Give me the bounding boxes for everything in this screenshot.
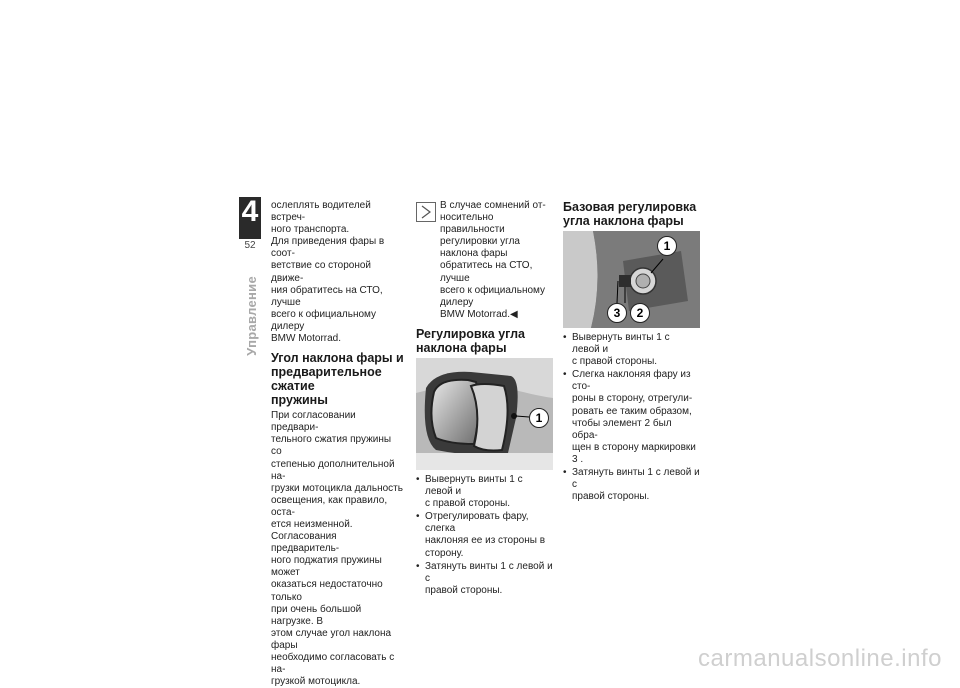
adjust-steps (416, 474, 553, 597)
basic-adjust-steps (563, 332, 700, 503)
adjust-screw-photo (563, 231, 700, 328)
column-1 (271, 200, 404, 688)
callout-2: 2 (630, 303, 650, 323)
list-item: • Затянуть винты 1 с левой и с правой стороны. (416, 561, 553, 597)
chapter-number: 4 (241, 195, 259, 228)
chapter-tab (239, 197, 261, 239)
callout-1: 1 (657, 236, 677, 256)
watermark: carmanualsonline.info (698, 645, 942, 672)
list-item: • Отрегулировать фару, слегка наклоняя ее из стороны в сторону. (416, 511, 553, 559)
note-text: В случае сомнений от- носительно правильности регулировки угла наклона фары обратитесь на СТО, лучше всего к официальному дилеру BMW Motorrad.◀ (440, 200, 546, 320)
list-item: • Затянуть винты 1 с левой и с правой стороны. (563, 467, 700, 503)
section-label: Управление (244, 276, 259, 356)
callout-3: 3 (607, 303, 627, 323)
heading-headlight-adjust: Регулировка угла наклона фары (416, 326, 525, 355)
note-block (416, 200, 553, 321)
list-item: • Вывернуть винты 1 с левой и с правой стороны. (563, 332, 700, 368)
column-3 (563, 200, 700, 504)
note-triangle-icon (416, 202, 436, 222)
list-item: • Вывернуть винты 1 с левой и с правой стороны. (416, 474, 553, 510)
heading-basic-adjust: Базовая регулировка угла наклона фары (563, 200, 697, 228)
body-text: При согласовании предвари- тельного сжатия пружины со степенью дополнительной на- грузки мотоцикла дальность освещения, как правило, оста- ется неизменной. Согласования предваритель- ного поджатия пружины может оказаться недостаточно только при очень большой нагрузке. В этом случае угол наклона фары необходимо согласовать с на- грузкой мотоцикла. (271, 410, 403, 688)
page-number: 52 (244, 240, 256, 251)
callout-1: 1 (529, 408, 549, 428)
headlight-photo (416, 358, 553, 470)
column-2 (416, 200, 553, 598)
intro-text: ослеплять водителей встреч- ного транспорта. Для приведения фары в соот- ветствие со стороной движе- ния обратитесь на СТО, лучше всего к официальному дилеру BMW Motorrad. (271, 200, 385, 345)
list-item: • Слегка наклоняя фару из сто- роны в сторону, отрегули- ровать ее таким образом, чтобы элемент 2 был обра- щен в сторону маркировки 3 . (563, 369, 700, 466)
heading-headlight-spring: Угол наклона фары и предварительное сжатие пружины (271, 351, 404, 408)
